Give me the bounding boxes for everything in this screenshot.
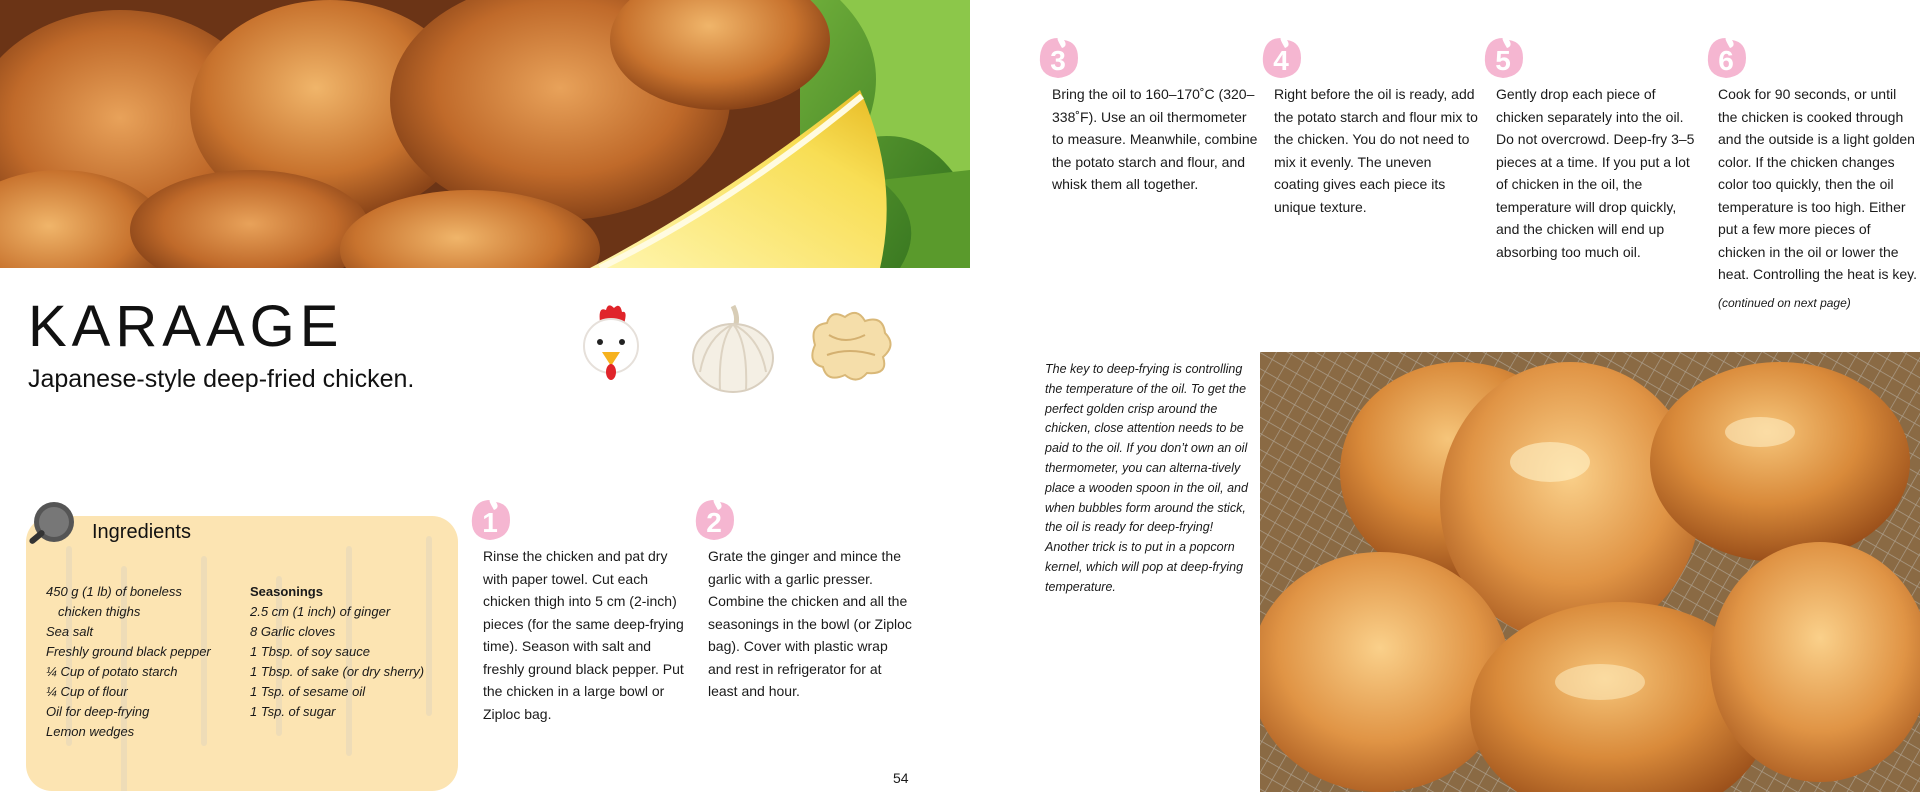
list-item: 1 Tsp. of sugar <box>250 704 336 719</box>
ingredients-main-list <box>46 582 226 742</box>
karaage-photo-top <box>0 0 970 268</box>
list-item: 450 g (1 lb) of boneless <box>46 584 182 599</box>
list-item: Oil for deep-frying <box>46 704 150 719</box>
step-6-badge <box>1702 34 1750 82</box>
garlic-icon <box>688 302 778 394</box>
recipe-subtitle: Japanese-style deep-fried chicken. <box>28 365 415 393</box>
list-item: 8 Garlic cloves <box>250 624 336 639</box>
step-3-badge <box>1034 34 1082 82</box>
step-2-text: Grate the ginger and mince the garlic with a garlic presser. Combine the chicken and all the seasonings in the bowl (or Ziploc bag). Cover with plastic wrap and rest in refrigerator for at least and hour. <box>708 548 912 699</box>
frying-pan-icon <box>26 500 76 550</box>
step-6-text: Cook for 90 seconds, or until the chicken is cooked through and the outside is a light golden color. If the chicken changes color too quickly, then the oil temperature is too high. Either put a few more pieces of chicken in the oil or lower the heat. Controlling the heat is key. <box>1718 86 1917 282</box>
step-1-badge <box>466 496 514 544</box>
list-item: ¼ Cup of potato starch <box>46 664 178 679</box>
ingredients-seasonings-list <box>250 582 450 722</box>
deep-frying-tip: The key to deep-frying is controlling the temperature of the oil. To get the perfect golden crisp around the chicken, close attention needs to be paid to the oil. If you don’t own an oil thermometer, you can alterna-tively place a wooden spoon in the oil, and when bubbles form around the stick, the oil is ready for deep-frying! Another trick is to put in a popcorn kernel, which will pop at deep-frying temperature. <box>1045 362 1248 594</box>
step-4-text: Right before the oil is ready, add the potato starch and flour mix to the chicken. You do not need to mix it evenly. The uneven coating gives each piece its unique texture. <box>1274 86 1478 215</box>
list-item: chicken thighs <box>58 604 141 619</box>
step-5-badge <box>1479 34 1527 82</box>
step-5-text: Gently drop each piece of chicken separately into the oil. Do not overcrowd. Deep-fry 3–5 pieces at a time. If you put a lot of chicken in the oil, the temperature will drop quickly, and the chicken will end up absorbing too much oil. <box>1496 86 1695 260</box>
list-item: Freshly ground black pepper <box>46 644 211 659</box>
list-item: 1 Tbsp. of soy sauce <box>250 644 370 659</box>
ginger-icon <box>805 305 897 387</box>
step-3-number: 3 <box>1050 45 1066 76</box>
seasonings-heading: Seasonings <box>250 584 323 599</box>
karaage-basket-photo <box>1260 352 1920 792</box>
step-2-number: 2 <box>706 507 722 538</box>
step-4-badge <box>1257 34 1305 82</box>
step-5-number: 5 <box>1495 45 1511 76</box>
continued-note: (continued on next page) <box>1718 296 1851 310</box>
ingredients-heading: Ingredients <box>92 521 191 543</box>
step-1-number: 1 <box>482 507 498 538</box>
list-item: 1 Tbsp. of sake (or dry sherry) <box>250 664 425 679</box>
list-item: Sea salt <box>46 624 93 639</box>
step-6-number: 6 <box>1718 45 1734 76</box>
chicken-icon <box>580 300 642 392</box>
list-item: 1 Tsp. of sesame oil <box>250 684 366 699</box>
recipe-title: KARAAGE <box>28 294 344 359</box>
list-item: 2.5 cm (1 inch) of ginger <box>250 604 391 619</box>
page-number: 54 <box>893 770 909 786</box>
step-2-badge <box>690 496 738 544</box>
step-3-text: Bring the oil to 160–170˚C (320–338˚F). Use an oil thermometer to measure. Meanwhile, combine the potato starch and flour, and whisk them all together. <box>1052 86 1258 192</box>
step-4-number: 4 <box>1273 45 1289 76</box>
step-1-text: Rinse the chicken and pat dry with paper towel. Cut each chicken thigh into 5 cm (2-inch) pieces (for the same deep-frying time). Season with salt and freshly ground black pepper. Put the chicken in a large bowl or Ziploc bag. <box>483 548 684 722</box>
list-item: ¼ Cup of flour <box>46 684 128 699</box>
list-item: Lemon wedges <box>46 724 135 739</box>
